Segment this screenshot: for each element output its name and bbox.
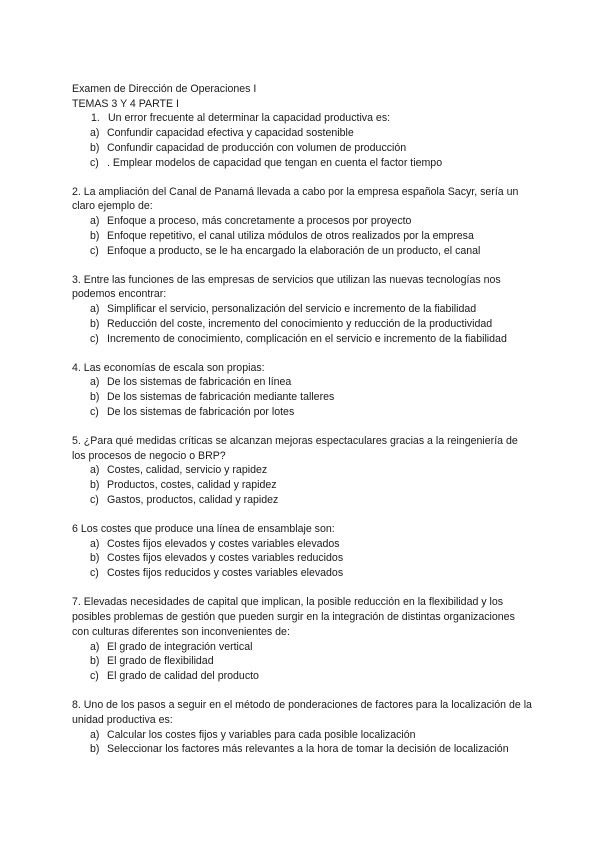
exam-subtitle: TEMAS 3 Y 4 PARTE I (72, 97, 179, 110)
question-5 (72, 434, 532, 508)
question-text: 3. Entre las funciones de las empresas de servicios que utilizan las nuevas tecnologías nos podemos encontrar: (72, 273, 501, 301)
option-text: Enfoque a producto, se le ha encargado la elaboración de un producto, el canal (107, 244, 481, 257)
option-label: a) (90, 464, 100, 477)
option-text: Reducción del coste, incremento del conocimiento y reducción de la productividad (107, 317, 493, 330)
option-text: Confundir capacidad efectiva y capacidad sostenible (107, 127, 354, 140)
option-a (90, 302, 532, 317)
option-b (90, 317, 532, 332)
option-c (90, 566, 532, 581)
option-text: . Emplear modelos de capacidad que tengan en cuenta el factor tiempo (107, 156, 443, 169)
question-8 (72, 698, 532, 757)
option-a (90, 537, 532, 552)
question-text: 2. La ampliación del Canal de Panamá llevada a cabo por la empresa española Sacyr, sería un claro ejemplo de: (72, 185, 519, 213)
option-label: c) (90, 244, 99, 257)
option-label: b) (90, 479, 100, 492)
question-2 (72, 185, 532, 259)
option-text: El grado de integración vertical (107, 640, 253, 653)
option-text: Confundir capacidad de producción con volumen de producción (107, 141, 407, 154)
option-c (90, 156, 532, 171)
option-label: c) (90, 669, 99, 682)
option-text: Enfoque a proceso, más concretamente a procesos por proyecto (107, 215, 412, 228)
question-text: 5. ¿Para qué medidas críticas se alcanzan mejoras espectaculares gracias a la reingeniería de los procesos de negocio o BRP? (72, 435, 518, 462)
option-label: a) (90, 640, 100, 653)
question-6 (72, 522, 532, 581)
option-label: b) (90, 743, 100, 756)
question-7 (72, 595, 532, 683)
option-label: b) (90, 141, 100, 154)
question-1 (72, 111, 532, 170)
option-text: De los sistemas de fabricación en línea (107, 376, 292, 389)
option-text: Costes, calidad, servicio y rapidez (107, 464, 268, 477)
option-label: b) (90, 229, 100, 242)
option-c (90, 332, 532, 347)
option-a (90, 375, 532, 390)
option-text: Seleccionar los factores más relevantes a la hora de tomar la decisión de localización (107, 743, 509, 756)
option-a (90, 463, 532, 478)
option-c (90, 669, 532, 684)
question-text: Un error frecuente al determinar la capacidad productiva es: (108, 112, 391, 125)
option-label: a) (90, 376, 100, 389)
option-label: b) (90, 655, 100, 668)
option-a (90, 214, 532, 229)
option-b (90, 390, 532, 405)
exam-content (72, 82, 532, 757)
option-text: El grado de calidad del producto (107, 669, 259, 682)
option-text: Calcular los costes fijos y variables para cada posible localización (107, 728, 416, 741)
option-text: Costes fijos elevados y costes variables reducidos (107, 552, 344, 565)
option-a (90, 640, 532, 655)
question-text: 6 Los costes que produce una línea de ensamblaje son: (72, 523, 335, 536)
option-label: a) (90, 728, 100, 741)
option-a (90, 728, 532, 743)
option-b (90, 654, 532, 669)
option-a (90, 126, 532, 141)
option-b (90, 478, 532, 493)
option-text: El grado de flexibilidad (107, 655, 214, 668)
option-text: Incremento de conocimiento, complicación en el servicio e incremento de la fiabilidad (107, 332, 507, 345)
option-label: c) (90, 405, 99, 418)
option-label: b) (90, 391, 100, 404)
option-b (90, 742, 532, 757)
option-label: a) (90, 537, 100, 550)
option-text: Simplificar el servicio, personalización del servicio e incremento de la fiabilidad (107, 303, 477, 316)
question-text: 4. Las economías de escala son propias: (72, 361, 265, 374)
option-text: Gastos, productos, calidad y rapidez (107, 493, 279, 506)
question-number: 1. (91, 112, 100, 125)
option-label: a) (90, 127, 100, 140)
option-c (90, 405, 532, 420)
option-c (90, 244, 532, 259)
option-b (90, 551, 532, 566)
option-text: Costes fijos reducidos y costes variables elevados (107, 567, 344, 580)
option-text: Costes fijos elevados y costes variables elevados (107, 537, 340, 550)
option-label: c) (90, 332, 99, 345)
question-4 (72, 361, 532, 420)
question-text: 8. Uno de los pasos a seguir en el método de ponderaciones de factores para la localización de la unidad productiva es: (72, 699, 532, 726)
question-3 (72, 273, 532, 347)
option-label: a) (90, 215, 100, 228)
option-text: Productos, costes, calidad y rapidez (107, 479, 277, 492)
question-text: 7. Elevadas necesidades de capital que implican, la posible reducción en la flexibilidad y los posibles problemas de gestión que pueden surgir en la integración de distintas organizaciones con culturas diferentes son inconvenientes de: (72, 596, 515, 638)
option-label: b) (90, 552, 100, 565)
option-b (90, 141, 532, 156)
option-label: b) (90, 317, 100, 330)
option-label: a) (90, 303, 100, 316)
option-text: Enfoque repetitivo, el canal utiliza módulos de otros realizados por la empresa (107, 229, 474, 242)
option-c (90, 493, 532, 508)
option-label: c) (90, 493, 99, 506)
option-text: De los sistemas de fabricación mediante talleres (107, 391, 335, 404)
option-label: c) (90, 156, 99, 169)
option-b (90, 229, 532, 244)
exam-title: Examen de Dirección de Operaciones I (72, 83, 257, 95)
option-label: c) (90, 567, 99, 580)
question-1-stem (91, 111, 532, 126)
option-text: De los sistemas de fabricación por lotes (107, 405, 295, 418)
